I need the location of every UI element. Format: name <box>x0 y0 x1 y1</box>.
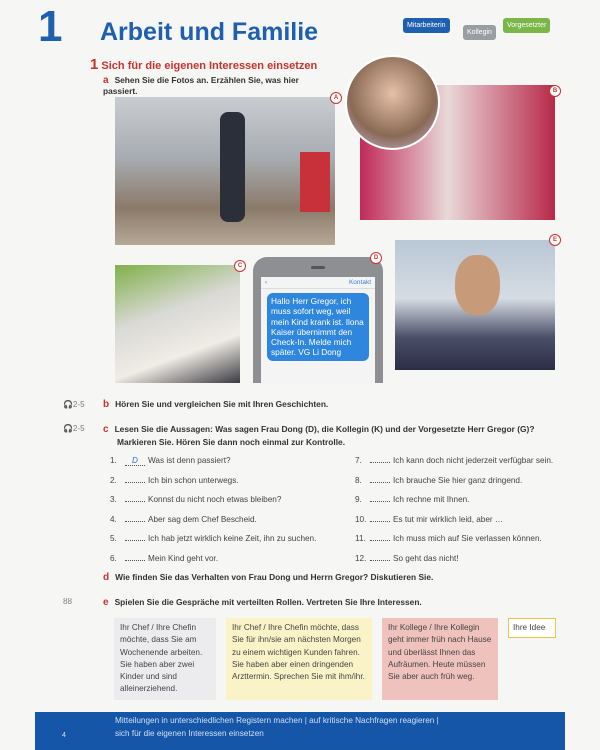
statement-item <box>110 495 281 504</box>
statement-item <box>110 476 239 485</box>
answer-blank[interactable] <box>125 482 145 483</box>
answer-blank[interactable] <box>370 540 390 541</box>
task-b <box>103 399 328 410</box>
answer-blank[interactable] <box>125 540 145 541</box>
role-card-doctor: Ihr Chef / Ihre Chefin möchte, dass Sie für ihn/sie am nächsten Morgen zu einem wichtigen Kunden fahren. Sie haben aber einen dringenden Arzttermin. Sprechen Sie mit ihm/ihr. <box>226 618 372 700</box>
item-number: 4. <box>110 514 117 524</box>
item-number: 10. <box>355 514 367 524</box>
item-text: Es tut mir wirklich leid, aber … <box>393 514 504 524</box>
item-text: Ich kann doch nicht jederzeit verfügbar sein. <box>393 456 554 465</box>
task-a <box>103 75 325 96</box>
answer-blank[interactable] <box>125 560 145 561</box>
item-number: 3. <box>110 495 117 504</box>
track-number: 2-5 <box>72 400 85 409</box>
tag-vorgesetzter: Vorgesetzter <box>503 18 550 33</box>
item-text: Mein Kind geht vor. <box>148 553 219 563</box>
task-c <box>103 423 563 449</box>
task-e <box>103 597 422 608</box>
phone-mockup <box>253 257 383 383</box>
task-text: Wie finden Sie das Verhalten von Frau Dong und Herrn Gregor? Diskutieren Sie. <box>115 572 434 582</box>
statement-item <box>355 476 522 485</box>
task-letter: b <box>103 399 110 410</box>
item-text: Konnst du nicht noch etwas bleiben? <box>148 495 282 504</box>
item-number: 9. <box>355 495 362 504</box>
tag-mitarbeiterin: Mitarbeiterin <box>403 18 450 33</box>
task-text: Spielen Sie die Gespräche mit verteilten Rollen. Vertreten Sie Ihre Interessen. <box>114 597 422 607</box>
pair-work-icon: ȣȣ <box>63 597 73 606</box>
answer-blank[interactable] <box>370 560 390 561</box>
photo-e-man-phone <box>395 240 555 370</box>
item-number: 5. <box>110 534 117 543</box>
answer-blank[interactable] <box>370 521 390 522</box>
contact-label: Kontakt <box>348 279 371 286</box>
item-text: Ich rechne mit Ihnen. <box>393 495 470 504</box>
answer-blank[interactable] <box>370 462 390 463</box>
statement-item <box>355 534 542 543</box>
statement-item <box>355 554 459 563</box>
section-heading <box>90 56 317 73</box>
item-text: Ich brauche Sie hier ganz dringend. <box>393 475 523 485</box>
item-text: Ich bin schon unterwegs. <box>148 475 239 485</box>
item-text: Ich hab jetzt wirklich keine Zeit, ihn zu suchen. <box>148 534 317 543</box>
statement-item <box>355 495 469 504</box>
statement-item <box>110 456 231 466</box>
item-number: 8. <box>355 475 362 485</box>
chapter-title: Arbeit und Familie <box>100 18 319 46</box>
task-text: Hören Sie und vergleichen Sie mit Ihren Geschichten. <box>115 399 329 409</box>
item-text: So geht das nicht! <box>393 553 459 563</box>
item-text: Ich muss mich auf Sie verlassen können. <box>393 534 542 543</box>
role-card-colleague: Ihr Kollege / Ihre Kollegin geht immer früh nach Hause und überlässt Ihnen das Aufräumen. Heute müssen Sie aber auch früh weg. <box>382 618 498 700</box>
task-d <box>103 572 433 583</box>
photo-label-d: D <box>370 252 382 264</box>
track-number: 2-5 <box>72 424 85 433</box>
role-card-weekend: Ihr Chef / Ihre Chefin möchte, dass Sie am Wochenende arbeiten. Sie haben aber zwei Kinder und sind alleinerziehend. <box>114 618 216 700</box>
footer-line-2: sich für die eigenen Interessen einsetzen <box>115 729 264 738</box>
statement-item <box>110 515 257 524</box>
item-text: Aber sag dem Chef Bescheid. <box>148 514 257 524</box>
item-number: 6. <box>110 553 117 563</box>
item-number: 7. <box>355 456 362 465</box>
footer-band <box>35 712 565 750</box>
chapter-number: 1 <box>38 2 63 51</box>
audio-track-c[interactable]: 🎧2-5 <box>63 424 85 433</box>
section-number: 1 <box>90 56 99 73</box>
task-letter: d <box>103 572 110 583</box>
task-text: Lesen Sie die Aussagen: Was sagen Frau Dong (D), die Kollegin (K) und der Vorgesetzte Herr Gregor (G)? Markieren Sie. Hören Sie dann noch einmal zur Kontrolle. <box>114 424 535 447</box>
footer-line-1: Mitteilungen in unterschiedlichen Registern machen | auf kritische Nachfragen reagieren | <box>115 716 439 725</box>
answer-blank[interactable]: D <box>125 456 145 466</box>
answer-blank[interactable] <box>370 482 390 483</box>
task-letter: c <box>103 424 109 435</box>
photo-label-b: B <box>549 85 561 97</box>
page-number: 4 <box>62 732 66 739</box>
photo-a-airport-checkin <box>115 97 335 245</box>
photo-label-e: E <box>549 234 561 246</box>
back-icon[interactable]: ‹ <box>265 279 268 286</box>
photo-c-colleagues <box>115 265 240 383</box>
text-message-bubble: Hallo Herr Gregor, ich muss sofort weg, weil mein Kind krank ist. Ilona Kaiser übernimmt den Check-In. Melde mich später. VG Li Dong <box>267 293 369 361</box>
photo-label-a: A <box>330 92 342 104</box>
statement-item <box>110 554 218 563</box>
answer-blank[interactable] <box>125 521 145 522</box>
section-title: Sich für die eigenen Interessen einsetzen <box>101 60 318 72</box>
task-letter: e <box>103 597 109 608</box>
photo-label-c: C <box>234 260 246 272</box>
role-card-own-idea: Ihre Idee <box>508 618 556 638</box>
item-number: 11. <box>355 534 366 543</box>
audio-track-b[interactable]: 🎧2-5 <box>63 400 85 409</box>
answer-blank[interactable] <box>370 501 390 502</box>
answer-blank[interactable] <box>125 501 145 502</box>
item-number: 12. <box>355 553 367 563</box>
tag-kollegin: Kollegin <box>463 25 496 40</box>
task-text: Sehen Sie die Fotos an. Erzählen Sie, was hier passiert. <box>103 75 299 96</box>
item-number: 2. <box>110 475 117 485</box>
item-text: Was ist denn passiert? <box>148 456 231 465</box>
statement-item <box>355 515 503 524</box>
photo-b-mother-phone <box>345 55 440 150</box>
task-letter: a <box>103 75 109 86</box>
statement-item <box>355 456 553 465</box>
statement-item <box>110 534 316 543</box>
item-number: 1. <box>110 456 117 465</box>
